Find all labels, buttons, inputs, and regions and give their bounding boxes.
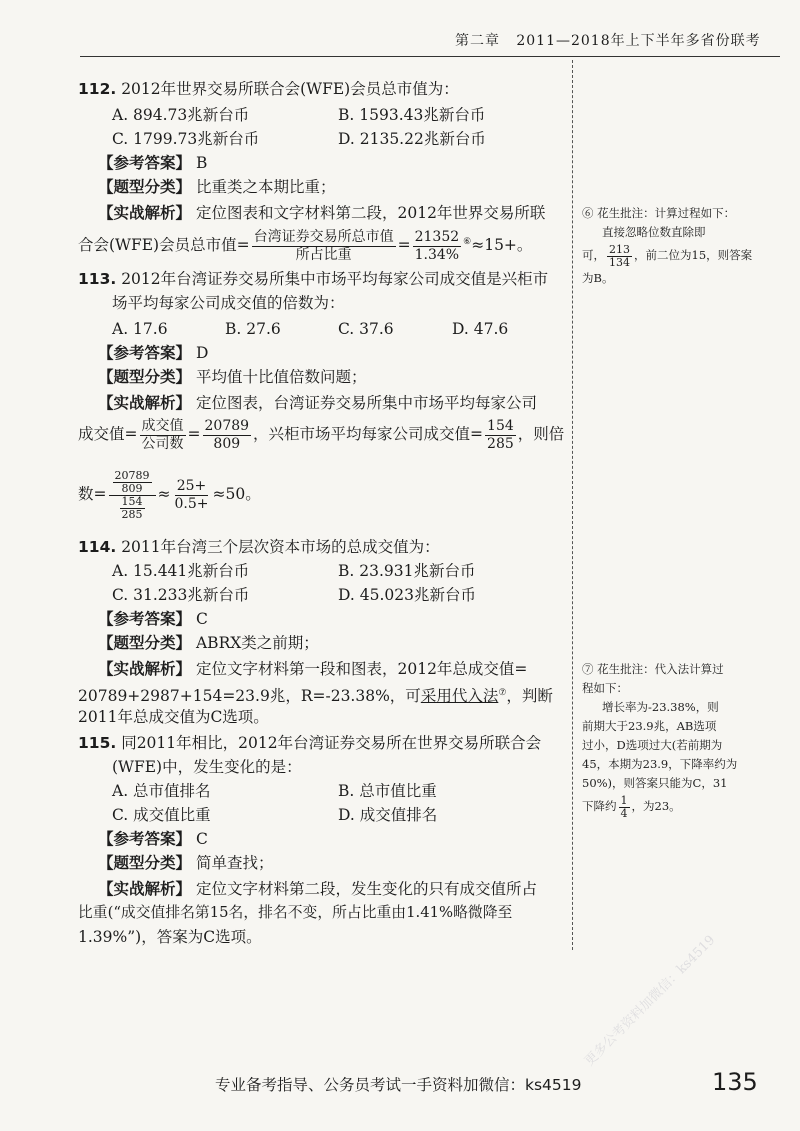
footer-text: 专业备考指导、公务员考试一手资料加微信：ks4519 <box>215 1076 582 1094</box>
page-number: 135 <box>712 1068 758 1096</box>
q114-option-a: A. 15.441兆新台币 <box>112 562 250 580</box>
q114-analysis-line1: 【 实战解析 】 定位文字材料第一段和图表，2012年总成交值= <box>98 658 527 680</box>
analysis-label: 【 实战解析 】 <box>98 204 191 222</box>
q115-option-c: C. 成交值比重 <box>112 806 211 824</box>
question-number: 113. <box>78 270 117 288</box>
q115-stem-line2: (WFE)中，发生变化的是： <box>112 758 302 776</box>
type-label: 【 题型分类 】 <box>98 368 191 386</box>
margin-divider <box>572 60 573 950</box>
q114-type: 【 题型分类 】 ABRX类之前期； <box>98 632 319 654</box>
q114-answer: 【 参考答案 】 C <box>98 608 208 630</box>
fraction: $\frac{154}{285}$ <box>487 417 514 452</box>
answer-label: 【 参考答案 】 <box>98 610 191 628</box>
q114-option-d: D. 45.023兆新台币 <box>338 586 476 604</box>
fraction: $\frac{25+}{0.5+}$ <box>174 477 209 512</box>
analysis-label: 【 实战解析 】 <box>98 394 191 412</box>
note-heading: ⑥ 花生批注：计算过程如下： <box>582 206 736 220</box>
type-label: 【 题型分类 】 <box>98 854 191 872</box>
q114-option-b: B. 23.931兆新台币 <box>338 562 476 580</box>
watermark: 更多公考资料加微信：ks4519 <box>582 932 719 1070</box>
q113-analysis-line3: 数= $\frac{\frac{20789}{809}}{\frac{154}{285}}$ ≈ $\frac{25+}{0.5+}$ ≈50。 <box>78 468 261 521</box>
fraction: $\frac{20789}{809}$ <box>204 417 250 452</box>
q115-option-d: D. 成交值排名 <box>338 806 438 824</box>
q113-stem-line1: 113. 2012年台湾证券交易所集中市场平均每家公司成交值是兴柜市 <box>78 270 549 288</box>
note-marker: ⑦ <box>498 688 507 698</box>
analysis-label: 【 实战解析 】 <box>98 660 191 678</box>
answer-label: 【 参考答案 】 <box>98 154 191 172</box>
q113-option-b: B. 27.6 <box>225 320 281 338</box>
q112-option-b: B. 1593.43兆新台币 <box>338 106 486 124</box>
q112-analysis-line2: 合会(WFE)会员总市值= $\frac{\text{台湾证券交易所总市值}}{\text{所占比重}}$ = $\frac{21352}{1.34\%}$ ⑥≈15+。 <box>78 228 533 263</box>
q112-option-c: C. 1799.73兆新台币 <box>112 130 260 148</box>
q115-stem-line1: 115. 同2011年相比，2012年台湾证券交易所在世界交易所联合会 <box>78 734 542 752</box>
q112-stem: 112. 2012年世界交易所联合会(WFE)会员总市值为： <box>78 80 459 98</box>
q115-analysis-line1: 【 实战解析 】 定位文字材料第二段，发生变化的只有成交值所占 <box>98 878 537 900</box>
type-label: 【 题型分类 】 <box>98 634 191 652</box>
fraction: $\frac{213}{134}$ <box>609 242 630 269</box>
q114-option-c: C. 31.233兆新台币 <box>112 586 250 604</box>
fraction: $\frac{\text{成交值}}{\text{公司数}}$ <box>141 417 184 452</box>
q115-analysis-line2: 比重(“成交值排名第15名，排名不变，所占比重由1.41%略微降至 <box>78 904 513 921</box>
q112-type: 【 题型分类 】 比重类之本期比重； <box>98 176 336 198</box>
q115-option-b: B. 总市值比重 <box>338 782 437 800</box>
answer-label: 【 参考答案 】 <box>98 344 191 362</box>
q112-option-d: D. 2135.22兆新台币 <box>338 130 486 148</box>
q112-analysis-line1: 【 实战解析 】 定位图表和文字材料第二段，2012年世界交易所联 <box>98 202 545 224</box>
note-heading: ⑦ 花生批注：代入法计算过 <box>582 662 724 676</box>
q113-option-c: C. 37.6 <box>338 320 394 338</box>
q114-analysis-line2: 20789+2987+154=23.9兆，R=-23.38%，可采用代入法⑦，判断 <box>78 687 553 706</box>
q114-analysis-line3: 2011年总成交值为C选项。 <box>78 708 269 726</box>
q113-stem-line2: 场平均每家公司成交值的倍数为： <box>112 294 345 312</box>
q112-option-a: A. 894.73兆新台币 <box>112 106 250 124</box>
q113-type: 【 题型分类 】 平均值十比值倍数问题； <box>98 366 367 388</box>
q113-option-d: D. 47.6 <box>452 320 509 338</box>
answer-label: 【 参考答案 】 <box>98 830 191 848</box>
q113-answer: 【 参考答案 】 D <box>98 342 208 364</box>
question-number: 112. <box>78 80 117 98</box>
question-number: 114. <box>78 538 117 556</box>
margin-note-6: ⑥ 花生批注：计算过程如下： 直接忽略位数直除即 可， $\frac{213}{134}$ ，前二位为15，则答案 为B。 <box>582 204 782 288</box>
chapter-label: 第二章 <box>455 33 500 49</box>
compound-fraction: $\frac{\frac{20789}{809}}{\frac{154}{285}}$ <box>109 470 156 521</box>
fraction: $\frac{1}{4}$ <box>620 793 628 820</box>
q113-analysis-line2: 成交值= $\frac{\text{成交值}}{\text{公司数}}$ = $\frac{20789}{809}$ ，兴柜市场平均每家公司成交值= $\frac{154}{285}$ ，则倍 <box>78 417 565 452</box>
q113-analysis-line1: 【 实战解析 】 定位图表，台湾证券交易所集中市场平均每家公司 <box>98 392 537 414</box>
q112-answer: 【 参考答案 】 B <box>98 152 207 174</box>
q115-type: 【 题型分类 】 简单查找； <box>98 852 274 874</box>
header-title: 2011—2018年上下半年多省份联考 <box>516 33 761 49</box>
margin-note-7: ⑦ 花生批注：代入法计算过 程如下： 增长率为-23.38%，则 前期大于23.9兆，AB选项 过小，D选项过大(若前期为 45，本期为23.9，下降率约为 50%)，则答案只能为C，31 下降约 $\frac{1}{4}$ ，为23。 <box>582 660 782 820</box>
question-number: 115. <box>78 734 117 752</box>
q113-option-a: A. 17.6 <box>112 320 168 338</box>
type-label: 【 题型分类 】 <box>98 178 191 196</box>
q115-answer: 【 参考答案 】 C <box>98 828 208 850</box>
fraction: $\frac{\text{台湾证券交易所总市值}}{\text{所占比重}}$ <box>253 228 394 263</box>
analysis-label: 【 实战解析 】 <box>98 880 191 898</box>
note-marker: ⑥ <box>463 237 472 247</box>
q114-stem: 114. 2011年台湾三个层次资本市场的总成交值为： <box>78 538 440 556</box>
q115-option-a: A. 总市值排名 <box>112 782 211 800</box>
fraction: $\frac{21352}{1.34\%}$ <box>414 228 460 263</box>
q115-analysis-line3: 1.39%”)，答案为C选项。 <box>78 928 262 946</box>
